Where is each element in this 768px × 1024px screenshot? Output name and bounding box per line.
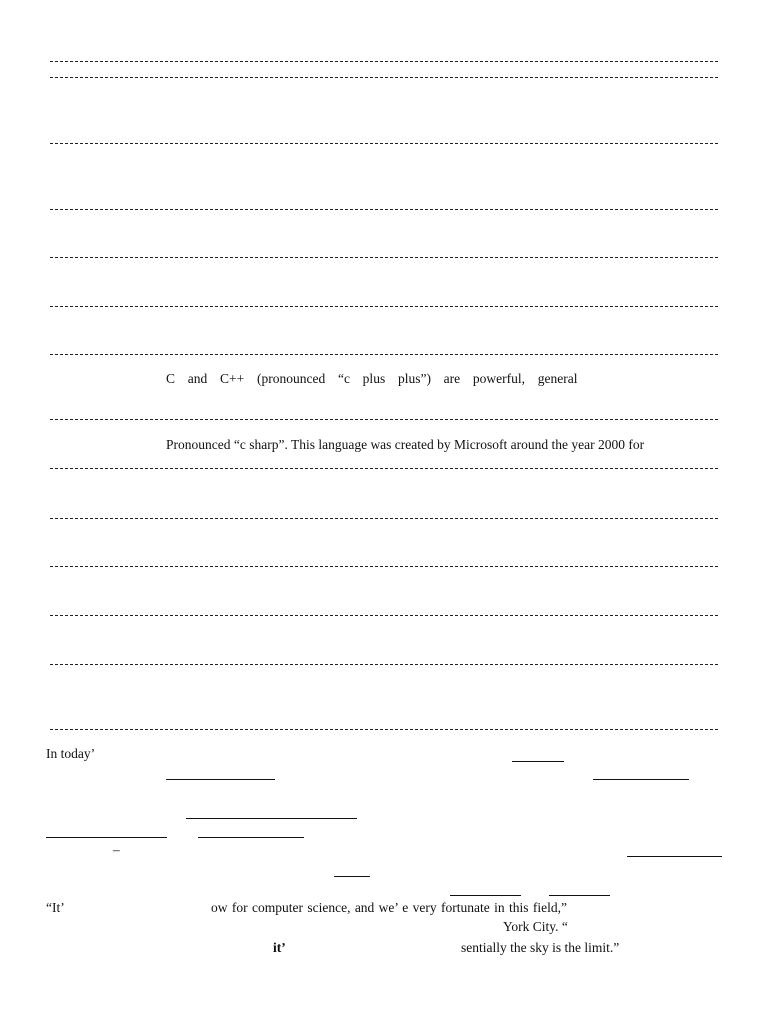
- ruled-line-12: [50, 615, 718, 616]
- ruled-line-1: [50, 61, 718, 62]
- blank-3[interactable]: [593, 779, 689, 780]
- ruled-line-13: [50, 664, 718, 665]
- ruled-line-10: [50, 518, 718, 519]
- blank-7[interactable]: [627, 856, 722, 857]
- dash-fragment: –: [113, 842, 120, 857]
- blank-4[interactable]: [186, 818, 357, 819]
- blank-1[interactable]: [512, 761, 564, 762]
- quote-open: “It’: [46, 900, 65, 915]
- sky-limit: sentially the sky is the limit.”: [461, 940, 620, 955]
- ruled-line-6: [50, 306, 718, 307]
- c-cpp-description: C and C++ (pronounced “c plus plus”) are powerful, general: [166, 371, 578, 386]
- blank-8[interactable]: [334, 876, 370, 877]
- ruled-line-7: [50, 354, 718, 355]
- csharp-description: Pronounced “c sharp”. This language was created by Microsoft around the year 2000 for: [166, 437, 645, 452]
- blank-10[interactable]: [549, 895, 610, 896]
- its-bold: it’: [273, 940, 286, 955]
- quote-middle: ow for computer science, and we’ e very fortunate in this field,”: [211, 900, 567, 915]
- ruled-line-3: [50, 143, 718, 144]
- blank-6[interactable]: [198, 837, 304, 838]
- ruled-line-2: [50, 77, 718, 78]
- ruled-line-11: [50, 566, 718, 567]
- intro-fragment: In today’: [46, 746, 96, 761]
- blank-9[interactable]: [450, 895, 521, 896]
- ruled-line-8: [50, 419, 718, 420]
- ruled-line-14: [50, 729, 718, 730]
- ruled-line-4: [50, 209, 718, 210]
- ruled-line-9: [50, 468, 718, 469]
- blank-5[interactable]: [46, 837, 167, 838]
- ruled-line-5: [50, 257, 718, 258]
- blank-2[interactable]: [166, 779, 275, 780]
- york-city: York City. “: [503, 919, 568, 934]
